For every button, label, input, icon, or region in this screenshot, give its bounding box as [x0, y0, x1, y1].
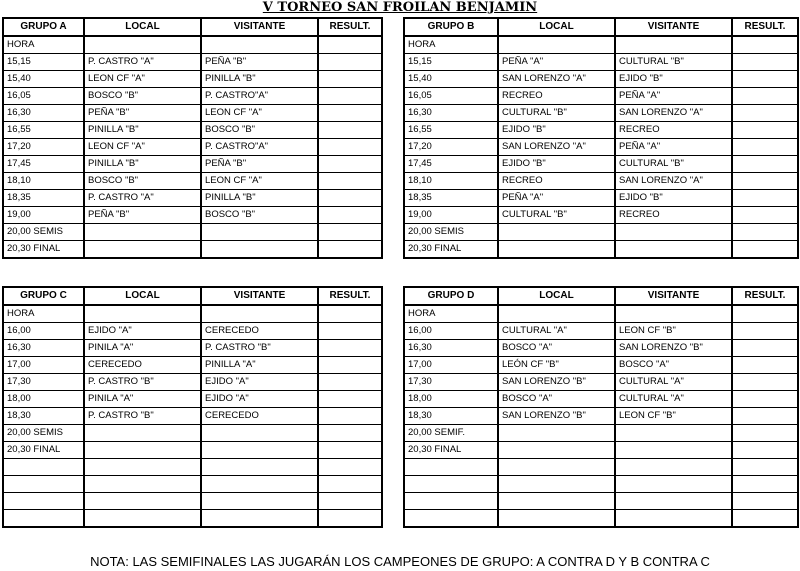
- table-row: [404, 510, 798, 528]
- time-cell: 17,00: [404, 357, 498, 374]
- table-row: [404, 493, 798, 510]
- result-cell: [732, 323, 798, 340]
- visitor-team-cell: SAN LORENZO "A": [615, 173, 732, 190]
- time-cell: 17,20: [404, 139, 498, 156]
- local-team-cell: P. CASTRO "A": [84, 54, 201, 71]
- visitor-team-cell: CULTURAL "B": [615, 156, 732, 173]
- visitor-team-cell: [615, 442, 732, 459]
- local-team-cell: [498, 442, 615, 459]
- table-row: [3, 459, 382, 476]
- visitor-team-cell: RECREO: [615, 207, 732, 224]
- time-cell: [3, 476, 84, 493]
- result-header: RESULT.: [732, 287, 798, 305]
- time-cell: 15,40: [404, 71, 498, 88]
- local-team-cell: PINILA "A": [84, 391, 201, 408]
- local-team-cell: [84, 510, 201, 528]
- visitante-header: VISITANTE: [201, 287, 318, 305]
- visitor-team-cell: [201, 442, 318, 459]
- time-cell: 16,00: [3, 323, 84, 340]
- result-cell: [318, 190, 382, 207]
- visitor-team-cell: P. CASTRO"A": [201, 88, 318, 105]
- time-cell: 16,30: [404, 105, 498, 122]
- time-cell: [404, 493, 498, 510]
- time-cell: [404, 510, 498, 528]
- local-team-cell: P. CASTRO "B": [84, 374, 201, 391]
- local-team-cell: [498, 241, 615, 259]
- table-row: [3, 241, 382, 259]
- result-cell: [732, 493, 798, 510]
- time-cell: 18,00: [404, 391, 498, 408]
- local-team-cell: PEÑA "B": [84, 207, 201, 224]
- table-row: [404, 139, 798, 156]
- result-cell: [732, 510, 798, 528]
- table-row: [3, 510, 382, 528]
- time-cell: 15,40: [3, 71, 84, 88]
- result-cell: [732, 340, 798, 357]
- local-team-cell: [498, 36, 615, 54]
- table-row: [404, 173, 798, 190]
- visitor-team-cell: PEÑA "B": [201, 156, 318, 173]
- local-team-cell: PEÑA "A": [498, 54, 615, 71]
- visitor-team-cell: BOSCO "B": [201, 207, 318, 224]
- result-cell: [318, 391, 382, 408]
- visitor-team-cell: [615, 493, 732, 510]
- visitor-team-cell: LEON CF "B": [615, 408, 732, 425]
- visitor-team-cell: CULTURAL "A": [615, 374, 732, 391]
- table-row: [3, 54, 382, 71]
- local-team-cell: LEON CF "A": [84, 71, 201, 88]
- visitor-team-cell: [201, 493, 318, 510]
- table-row: [3, 224, 382, 241]
- local-team-cell: SAN LORENZO "A": [498, 139, 615, 156]
- result-cell: [732, 224, 798, 241]
- visitor-team-cell: EJIDO "A": [201, 374, 318, 391]
- local-team-cell: RECREO: [498, 88, 615, 105]
- result-header: RESULT.: [732, 18, 798, 36]
- result-cell: [318, 122, 382, 139]
- local-team-cell: SAN LORENZO "B": [498, 408, 615, 425]
- result-cell: [318, 173, 382, 190]
- visitor-team-cell: CERECEDO: [201, 323, 318, 340]
- time-cell: 18,10: [3, 173, 84, 190]
- table-row: [404, 374, 798, 391]
- result-cell: [318, 425, 382, 442]
- visitor-team-cell: SAN LORENZO "A": [615, 105, 732, 122]
- time-cell: 16,00: [404, 323, 498, 340]
- visitor-team-cell: PEÑA "A": [615, 88, 732, 105]
- time-cell: 20,00 SEMIS: [3, 425, 84, 442]
- table-row: [404, 36, 798, 54]
- local-team-cell: [84, 493, 201, 510]
- result-cell: [318, 54, 382, 71]
- table-row: [3, 493, 382, 510]
- result-cell: [318, 357, 382, 374]
- visitor-team-cell: EJIDO "B": [615, 71, 732, 88]
- local-team-cell: BOSCO "A": [498, 391, 615, 408]
- result-header: RESULT.: [318, 18, 382, 36]
- local-header: LOCAL: [84, 287, 201, 305]
- table-row: [3, 340, 382, 357]
- time-cell: [404, 459, 498, 476]
- time-cell: [404, 476, 498, 493]
- result-cell: [732, 173, 798, 190]
- time-cell: 20,30 FINAL: [3, 442, 84, 459]
- time-cell: [3, 493, 84, 510]
- time-cell: 17,30: [3, 374, 84, 391]
- visitor-team-cell: [615, 305, 732, 323]
- result-cell: [318, 340, 382, 357]
- local-team-cell: SAN LORENZO "A": [498, 71, 615, 88]
- visitor-team-cell: [615, 36, 732, 54]
- visitante-header: VISITANTE: [615, 18, 732, 36]
- result-cell: [318, 71, 382, 88]
- group-b-table: [403, 17, 799, 259]
- table-row: [404, 425, 798, 442]
- result-cell: [732, 88, 798, 105]
- time-cell: 16,05: [3, 88, 84, 105]
- time-cell: 15,15: [404, 54, 498, 71]
- table-row: [3, 357, 382, 374]
- local-team-cell: PINILA "A": [84, 340, 201, 357]
- result-cell: [732, 374, 798, 391]
- visitor-team-cell: P. CASTRO"A": [201, 139, 318, 156]
- local-team-cell: PINILLA "B": [84, 156, 201, 173]
- table-row: [3, 173, 382, 190]
- table-row: [404, 323, 798, 340]
- local-team-cell: [498, 493, 615, 510]
- table-row: [3, 207, 382, 224]
- visitor-team-cell: [615, 459, 732, 476]
- result-cell: [318, 442, 382, 459]
- visitor-team-cell: [201, 241, 318, 259]
- table-row: [3, 139, 382, 156]
- result-cell: [318, 36, 382, 54]
- time-cell: 18,35: [3, 190, 84, 207]
- visitor-team-cell: [615, 241, 732, 259]
- visitor-team-cell: [201, 36, 318, 54]
- time-cell: 20,00 SEMIF.: [404, 425, 498, 442]
- visitor-team-cell: CERECEDO: [201, 408, 318, 425]
- time-cell: 20,00 SEMIS: [404, 224, 498, 241]
- table-row: [404, 408, 798, 425]
- result-cell: [732, 71, 798, 88]
- table-row: [404, 357, 798, 374]
- visitor-team-cell: PINILLA "B": [201, 71, 318, 88]
- visitor-team-cell: RECREO: [615, 122, 732, 139]
- result-cell: [318, 493, 382, 510]
- result-cell: [318, 459, 382, 476]
- table-row: [3, 156, 382, 173]
- time-cell: 19,00: [404, 207, 498, 224]
- result-cell: [732, 54, 798, 71]
- group-a-table: [2, 17, 383, 259]
- visitor-team-cell: SAN LORENZO "B": [615, 340, 732, 357]
- result-cell: [732, 241, 798, 259]
- time-cell: 18,30: [3, 408, 84, 425]
- visitor-team-cell: [615, 425, 732, 442]
- visitor-team-cell: [615, 476, 732, 493]
- local-team-cell: [84, 476, 201, 493]
- local-team-cell: CULTURAL "B": [498, 105, 615, 122]
- table-row: [3, 305, 382, 323]
- time-cell: 16,55: [404, 122, 498, 139]
- result-cell: [732, 156, 798, 173]
- result-cell: [732, 190, 798, 207]
- table-row: [3, 323, 382, 340]
- local-team-cell: EJIDO "B": [498, 122, 615, 139]
- local-team-cell: BOSCO "A": [498, 340, 615, 357]
- local-team-cell: PEÑA "B": [84, 105, 201, 122]
- visitor-team-cell: [615, 224, 732, 241]
- visitor-team-cell: [201, 425, 318, 442]
- group-d-table: [403, 286, 799, 528]
- time-cell: 18,30: [404, 408, 498, 425]
- local-team-cell: [498, 510, 615, 528]
- group-name-header: GRUPO C: [3, 287, 84, 305]
- visitor-team-cell: PEÑA "B": [201, 54, 318, 71]
- table-row: [404, 156, 798, 173]
- visitor-team-cell: CULTURAL "B": [615, 54, 732, 71]
- page-title: V TORNEO SAN FROILAN BENJAMIN: [262, 0, 538, 15]
- time-cell: HORA: [3, 36, 84, 54]
- visitor-team-cell: PINILLA "A": [201, 357, 318, 374]
- result-cell: [318, 156, 382, 173]
- time-cell: 16,30: [404, 340, 498, 357]
- result-cell: [732, 36, 798, 54]
- local-team-cell: [498, 305, 615, 323]
- local-team-cell: [84, 224, 201, 241]
- local-team-cell: LEÓN CF "B": [498, 357, 615, 374]
- time-cell: 17,45: [3, 156, 84, 173]
- visitor-team-cell: BOSCO "B": [201, 122, 318, 139]
- table-row: [404, 340, 798, 357]
- visitante-header: VISITANTE: [615, 287, 732, 305]
- result-cell: [732, 408, 798, 425]
- result-cell: [318, 323, 382, 340]
- local-team-cell: EJIDO "B": [498, 156, 615, 173]
- visitante-header: VISITANTE: [201, 18, 318, 36]
- result-cell: [732, 459, 798, 476]
- result-cell: [732, 105, 798, 122]
- result-cell: [318, 374, 382, 391]
- result-cell: [318, 224, 382, 241]
- local-team-cell: BOSCO "B": [84, 173, 201, 190]
- visitor-team-cell: [201, 510, 318, 528]
- result-cell: [732, 357, 798, 374]
- table-row: [404, 305, 798, 323]
- time-cell: HORA: [404, 36, 498, 54]
- time-cell: 17,45: [404, 156, 498, 173]
- result-cell: [732, 425, 798, 442]
- table-row: [404, 459, 798, 476]
- local-team-cell: EJIDO "A": [84, 323, 201, 340]
- footer-note: NOTA: LAS SEMIFINALES LAS JUGARÁN LOS CAMPEONES DE GRUPO: A CONTRA D Y B CONTRA C: [90, 554, 710, 569]
- table-row: [3, 36, 382, 54]
- result-cell: [732, 207, 798, 224]
- table-row: [404, 71, 798, 88]
- local-team-cell: CULTURAL "B": [498, 207, 615, 224]
- table-row: [3, 476, 382, 493]
- local-header: LOCAL: [498, 287, 615, 305]
- visitor-team-cell: P. CASTRO "B": [201, 340, 318, 357]
- time-cell: 20,00 SEMIS: [3, 224, 84, 241]
- table-row: [404, 122, 798, 139]
- table-row: [3, 71, 382, 88]
- table-row: [404, 105, 798, 122]
- time-cell: [3, 510, 84, 528]
- time-cell: 16,30: [3, 340, 84, 357]
- result-cell: [732, 122, 798, 139]
- result-cell: [732, 305, 798, 323]
- group-name-header: GRUPO D: [404, 287, 498, 305]
- table-row: [404, 476, 798, 493]
- time-cell: 17,00: [3, 357, 84, 374]
- group-name-header: GRUPO A: [3, 18, 84, 36]
- time-cell: 18,35: [404, 190, 498, 207]
- local-team-cell: CULTURAL "A": [498, 323, 615, 340]
- visitor-team-cell: [201, 459, 318, 476]
- result-cell: [318, 207, 382, 224]
- local-team-cell: [84, 425, 201, 442]
- visitor-team-cell: PEÑA "A": [615, 139, 732, 156]
- local-team-cell: P. CASTRO "A": [84, 190, 201, 207]
- local-team-cell: [498, 476, 615, 493]
- local-header: LOCAL: [84, 18, 201, 36]
- local-team-cell: [84, 241, 201, 259]
- time-cell: 20,30 FINAL: [3, 241, 84, 259]
- visitor-team-cell: EJIDO "A": [201, 391, 318, 408]
- visitor-team-cell: BOSCO "A": [615, 357, 732, 374]
- time-cell: 18,00: [3, 391, 84, 408]
- local-team-cell: LEON CF "A": [84, 139, 201, 156]
- time-cell: 15,15: [3, 54, 84, 71]
- table-row: [404, 224, 798, 241]
- result-cell: [318, 139, 382, 156]
- group-c-table: [2, 286, 383, 528]
- time-cell: 17,30: [404, 374, 498, 391]
- visitor-team-cell: [615, 510, 732, 528]
- table-row: [404, 391, 798, 408]
- time-cell: 16,05: [404, 88, 498, 105]
- time-cell: 17,20: [3, 139, 84, 156]
- result-header: RESULT.: [318, 287, 382, 305]
- time-cell: 16,55: [3, 122, 84, 139]
- local-team-cell: SAN LORENZO "B": [498, 374, 615, 391]
- local-team-cell: [84, 442, 201, 459]
- time-cell: 18,10: [404, 173, 498, 190]
- result-cell: [318, 510, 382, 528]
- time-cell: HORA: [3, 305, 84, 323]
- table-row: [404, 190, 798, 207]
- table-row: [3, 374, 382, 391]
- visitor-team-cell: CULTURAL "A": [615, 391, 732, 408]
- local-team-cell: PINILLA "B": [84, 122, 201, 139]
- result-cell: [318, 241, 382, 259]
- result-cell: [732, 391, 798, 408]
- local-team-cell: [84, 36, 201, 54]
- table-row: [404, 207, 798, 224]
- local-team-cell: P. CASTRO "B": [84, 408, 201, 425]
- visitor-team-cell: [201, 224, 318, 241]
- visitor-team-cell: LEON CF "A": [201, 105, 318, 122]
- local-team-cell: CERECEDO: [84, 357, 201, 374]
- time-cell: HORA: [404, 305, 498, 323]
- visitor-team-cell: PINILLA "B": [201, 190, 318, 207]
- local-team-cell: PEÑA "A": [498, 190, 615, 207]
- local-team-cell: BOSCO "B": [84, 88, 201, 105]
- result-cell: [318, 408, 382, 425]
- local-team-cell: [84, 305, 201, 323]
- table-row: [3, 408, 382, 425]
- table-row: [404, 88, 798, 105]
- local-team-cell: [498, 459, 615, 476]
- table-row: [3, 391, 382, 408]
- table-row: [3, 425, 382, 442]
- result-cell: [318, 88, 382, 105]
- time-cell: 19,00: [3, 207, 84, 224]
- time-cell: 20,30 FINAL: [404, 442, 498, 459]
- result-cell: [318, 476, 382, 493]
- table-row: [3, 190, 382, 207]
- result-cell: [732, 476, 798, 493]
- local-team-cell: RECREO: [498, 173, 615, 190]
- time-cell: 16,30: [3, 105, 84, 122]
- table-row: [3, 105, 382, 122]
- table-row: [3, 442, 382, 459]
- local-team-cell: [498, 425, 615, 442]
- visitor-team-cell: LEON CF "B": [615, 323, 732, 340]
- table-row: [404, 241, 798, 259]
- table-row: [3, 88, 382, 105]
- local-team-cell: [84, 459, 201, 476]
- time-cell: 20,30 FINAL: [404, 241, 498, 259]
- table-row: [404, 442, 798, 459]
- visitor-team-cell: EJIDO "B": [615, 190, 732, 207]
- local-header: LOCAL: [498, 18, 615, 36]
- time-cell: [3, 459, 84, 476]
- visitor-team-cell: [201, 476, 318, 493]
- group-name-header: GRUPO B: [404, 18, 498, 36]
- result-cell: [318, 305, 382, 323]
- local-team-cell: [498, 224, 615, 241]
- result-cell: [318, 105, 382, 122]
- visitor-team-cell: [201, 305, 318, 323]
- table-row: [404, 54, 798, 71]
- result-cell: [732, 442, 798, 459]
- table-row: [3, 122, 382, 139]
- visitor-team-cell: LEON CF "A": [201, 173, 318, 190]
- result-cell: [732, 139, 798, 156]
